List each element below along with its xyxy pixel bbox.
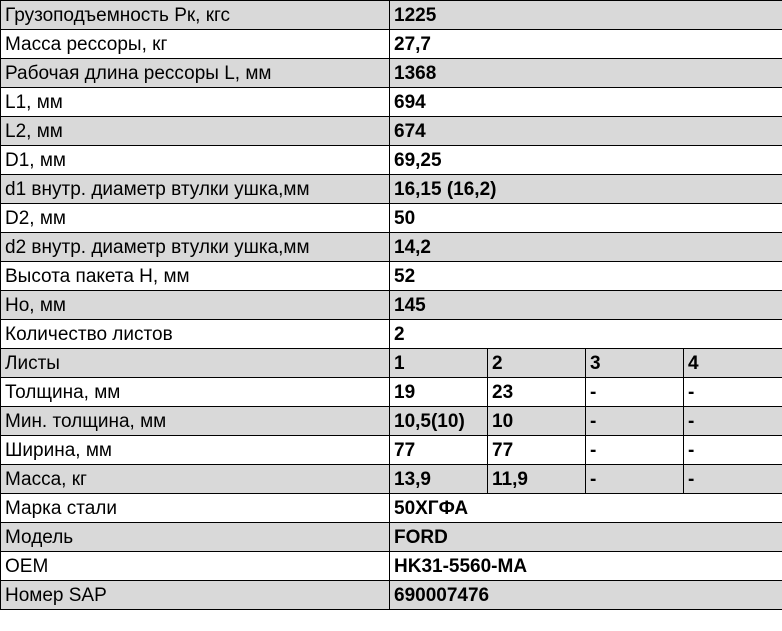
row-label: Масса рессоры, кг [1,30,390,59]
leaf-cell: 77 [390,436,488,465]
row-leaves-header [1,349,782,378]
leaf-cell: 10,5(10) [390,407,488,436]
row-label: D1, мм [1,146,390,175]
row-value: 50 [390,204,782,233]
leaf-cell: 11,9 [488,465,586,494]
row-value: 674 [390,117,782,146]
row-label: Модель [1,523,390,552]
row-pack-height [1,262,782,291]
leaf-cell: 10 [488,407,586,436]
row-d1-inner [1,175,782,204]
row-label: d1 внутр. диаметр втулки ушка,мм [1,175,390,204]
row-value: 16,15 (16,2) [390,175,782,204]
row-label: Масса, кг [1,465,390,494]
row-label: Номер SAP [1,581,390,610]
row-label: D2, мм [1,204,390,233]
row-label: Рабочая длина рессоры L, мм [1,59,390,88]
row-value: 145 [390,291,782,320]
row-label: Ширина, мм [1,436,390,465]
row-label: Высота пакета H, мм [1,262,390,291]
row-load-capacity [1,1,782,30]
row-model [1,523,782,552]
row-leaf-mass [1,465,782,494]
row-value: HK31-5560-MA [390,552,782,581]
row-value: 2 [390,320,782,349]
row-steel-grade [1,494,782,523]
row-working-length [1,59,782,88]
leaf-cell: 2 [488,349,586,378]
leaf-cell: 4 [684,349,782,378]
row-label: d2 внутр. диаметр втулки ушка,мм [1,233,390,262]
row-leaf-thickness [1,378,782,407]
row-label: Мин. толщина, мм [1,407,390,436]
row-value: 694 [390,88,782,117]
leaf-cell: 19 [390,378,488,407]
row-label: Ho, мм [1,291,390,320]
leaf-cell: 23 [488,378,586,407]
row-leaf-min-thickness [1,407,782,436]
row-value: 69,25 [390,146,782,175]
row-spring-mass [1,30,782,59]
leaf-cell: - [586,378,684,407]
row-label: Листы [1,349,390,378]
row-label: Марка стали [1,494,390,523]
leaf-cell: - [684,436,782,465]
row-leaf-count [1,320,782,349]
leaf-cell: - [684,407,782,436]
row-value: FORD [390,523,782,552]
row-ho [1,291,782,320]
leaf-cell: - [586,465,684,494]
row-d2-inner [1,233,782,262]
row-value: 52 [390,262,782,291]
row-label: Толщина, мм [1,378,390,407]
row-leaf-width [1,436,782,465]
row-d1 [1,146,782,175]
row-d2 [1,204,782,233]
row-label: OEM [1,552,390,581]
row-oem [1,552,782,581]
leaf-cell: 77 [488,436,586,465]
row-value: 1368 [390,59,782,88]
leaf-cell: 3 [586,349,684,378]
row-label: L2, мм [1,117,390,146]
spec-table-body [1,1,782,610]
row-label: L1, мм [1,88,390,117]
leaf-cell: - [586,407,684,436]
row-value: 690007476 [390,581,782,610]
row-l1 [1,88,782,117]
row-value: 27,7 [390,30,782,59]
row-label: Количество листов [1,320,390,349]
row-value: 14,2 [390,233,782,262]
leaf-cell: 1 [390,349,488,378]
leaf-cell: - [684,465,782,494]
row-value: 50ХГФА [390,494,782,523]
row-sap-number [1,581,782,610]
leaf-cell: - [586,436,684,465]
row-label: Грузоподъемность Рк, кгс [1,1,390,30]
leaf-cell: 13,9 [390,465,488,494]
row-l2 [1,117,782,146]
row-value: 1225 [390,1,782,30]
leaf-cell: - [684,378,782,407]
